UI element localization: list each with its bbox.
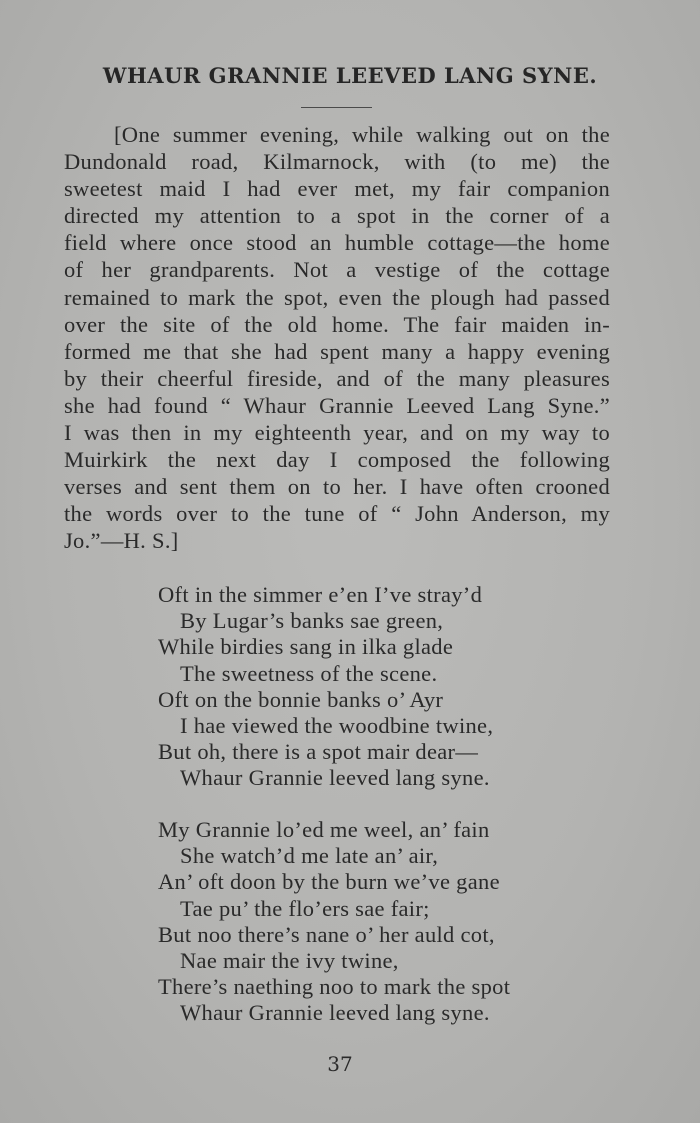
intro-line: of her grandparents. Not a vestige of the cottage <box>64 257 610 283</box>
intro-line: verses and sent them on to her. I have often crooned <box>64 474 610 500</box>
verse-line: Nae mair the ivy twine, <box>180 947 399 973</box>
verse-line: She watch’d me late an’ air, <box>180 843 439 869</box>
verse-line: Whaur Grannie leeved lang syne. <box>180 1000 490 1026</box>
intro-line: over the site of the old home. The fair maiden in- <box>64 311 610 337</box>
verse-line: Tae pu’ the flo’ers sae fair; <box>180 895 430 921</box>
verse-line: My Grannie lo’ed me weel, an’ fain <box>158 817 490 842</box>
verse-line: The sweetness of the scene. <box>180 660 438 686</box>
intro-line: field where once stood an humble cottage—the home <box>64 230 610 256</box>
verse-line: Oft in the simmer e’en I’ve stray’d <box>158 582 483 607</box>
intro-paragraph <box>64 121 610 555</box>
verse-line: While birdies sang in ilka glade <box>158 634 454 660</box>
verse-line: Oft on the bonnie banks o’ Ayr <box>158 686 444 712</box>
verse-line: But noo there’s nane o’ her auld cot, <box>158 921 495 947</box>
poem-stanza-2 <box>158 817 598 1027</box>
page-number: 37 <box>327 1052 353 1076</box>
verse-line: I hae viewed the woodbine twine, <box>180 712 494 738</box>
poem-stanza-1 <box>158 582 598 792</box>
title-divider <box>301 107 372 108</box>
verse-line: But oh, there is a spot mair dear— <box>158 739 479 765</box>
verse-line: An’ oft doon by the burn we’ve gane <box>158 869 500 895</box>
intro-line: by their cheerful fireside, and of the many pleasures <box>64 365 610 391</box>
intro-line: I was then in my eighteenth year, and on my way to <box>64 420 610 446</box>
intro-line: she had found “ Whaur Grannie Leeved Lang Syne.” <box>64 392 610 418</box>
verse-line: By Lugar’s banks sae green, <box>180 608 444 634</box>
intro-line: Jo.”—H. S.] <box>64 528 179 554</box>
intro-line: directed my attention to a spot in the corner of a <box>64 203 610 229</box>
intro-line: [One summer evening, while walking out on the <box>114 122 610 147</box>
page-title: WHAUR GRANNIE LEEVED LANG SYNE. <box>102 63 598 88</box>
intro-line: sweetest maid I had ever met, my fair companion <box>64 176 610 202</box>
verse-line: There’s naething noo to mark the spot <box>158 974 511 1000</box>
intro-line: the words over to the tune of “ John Anderson, my <box>64 501 610 527</box>
verse-line: Whaur Grannie leeved lang syne. <box>180 765 490 791</box>
intro-line: remained to mark the spot, even the plough had passed <box>64 284 610 310</box>
intro-line: Muirkirk the next day I composed the following <box>64 447 610 473</box>
intro-line: Dundonald road, Kilmarnock, with (to me) the <box>64 149 610 175</box>
intro-line: formed me that she had spent many a happy evening <box>64 338 610 364</box>
